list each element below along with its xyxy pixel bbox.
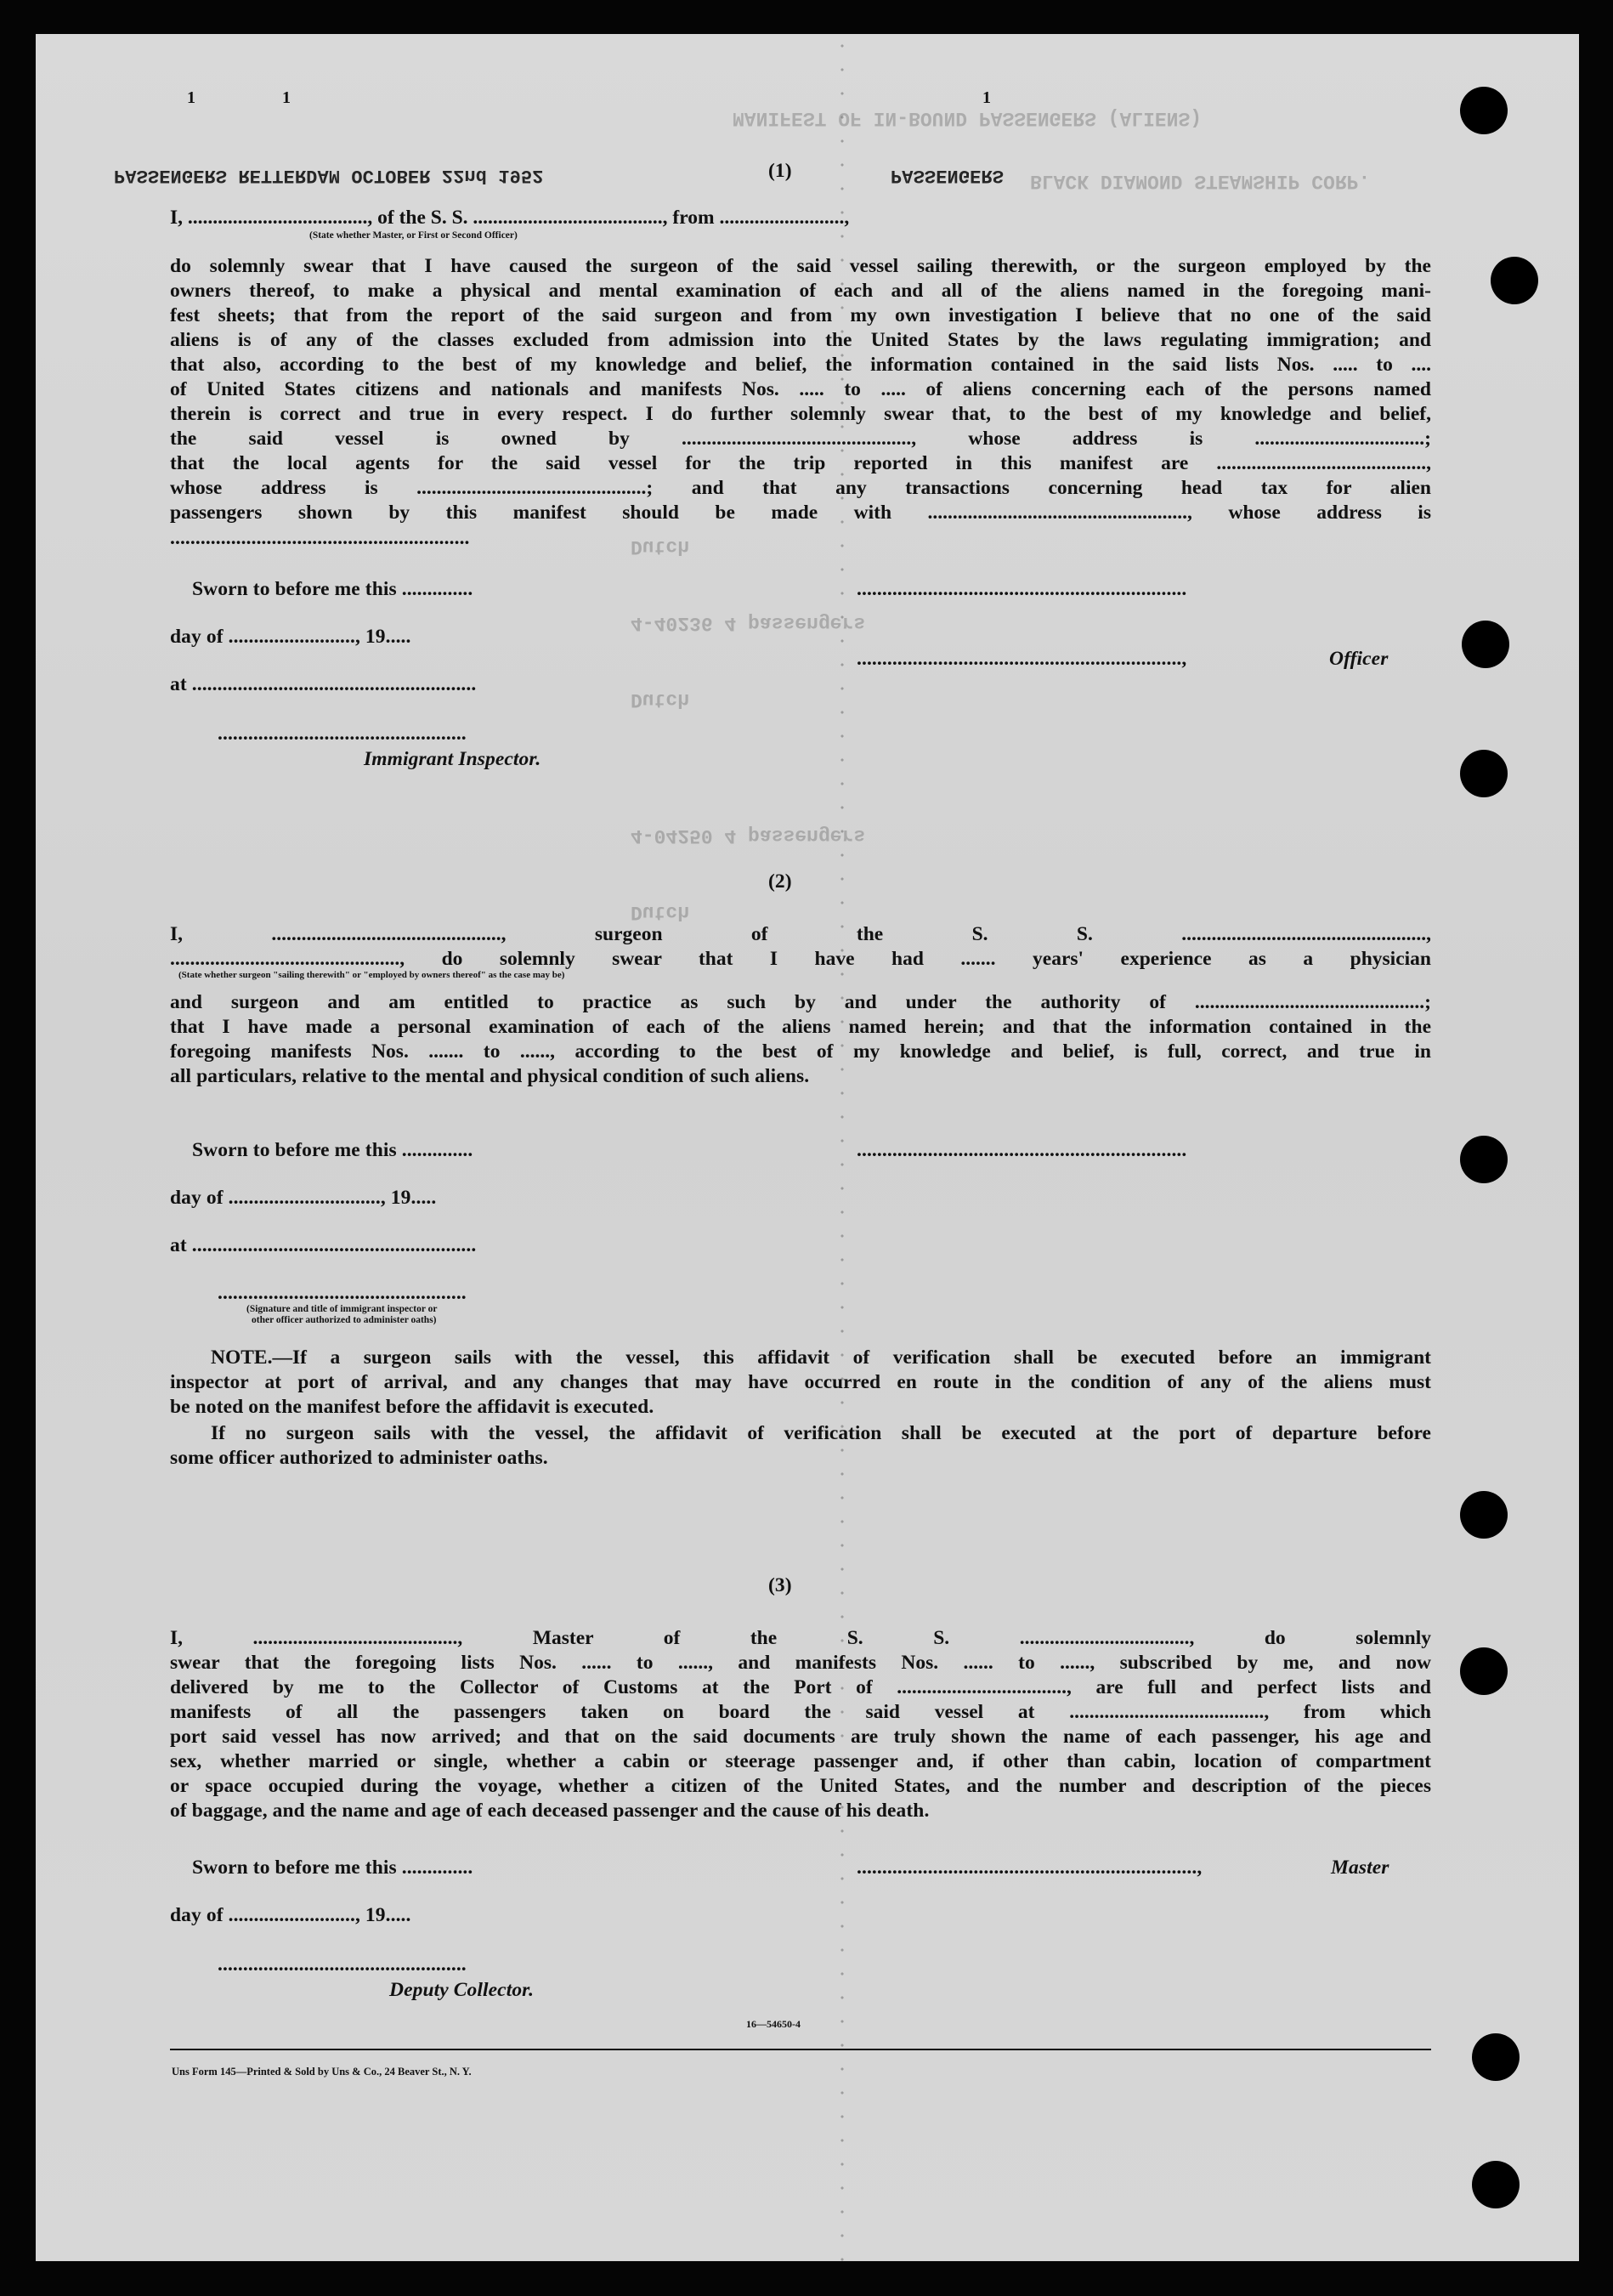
- bleed-row-2: 4-40236 4 passengers: [631, 612, 866, 634]
- top-mark-center: 1: [282, 88, 291, 107]
- sec2-at: at ........................................................: [170, 1234, 477, 1256]
- sec1-para-7: therein is correct and true in every respect. I do further solemnly swear that, to the best of my knowledge and belief,: [170, 403, 1431, 425]
- bleed-header-left: PASSENGERS RETTERDAM OCTOBER 22nd 1952: [114, 165, 544, 186]
- top-mark-left: 1: [187, 88, 196, 107]
- sec3-para-6: sex, whether married or single, whether a cabin or steerage passenger and, if other than cabin, location of compartment: [170, 1750, 1431, 1772]
- sec3-para-8: of baggage, and the name and age of each deceased passenger and the cause of his death.: [170, 1800, 930, 1822]
- punch-hole-6: [1460, 1491, 1508, 1539]
- bleed-row-1: Dutch: [631, 536, 690, 558]
- sec1-para-4: aliens is of any of the classes excluded from admission into the United States by the laws regulating immigration; and: [170, 329, 1431, 351]
- manifest-back-page: [36, 34, 1579, 2261]
- punch-hole-5: [1460, 1136, 1508, 1183]
- sec3-deputy-line: .................................................: [218, 1953, 467, 1976]
- sec1-line-1: I, ...................................., of the S. S. ......................................, from .........................,: [170, 207, 850, 229]
- section-1-heading: (1): [768, 160, 792, 182]
- sec1-para-3: fest sheets; that from the report of the said surgeon and from my own investigation I believe that no one of the said: [170, 304, 1431, 326]
- sec3-master-line: ...................................................................,: [857, 1857, 1203, 1879]
- sec3-para-7: or space occupied during the voyage, whether a citizen of the United States, and the number and description of the pieces: [170, 1775, 1431, 1797]
- sec1-para-6: of United States citizens and nationals and manifests Nos. ..... to ..... of aliens concerning each of the persons named: [170, 378, 1431, 400]
- sec1-para-9: that the local agents for the said vessel for the trip reported in this manifest are ..........................................,: [170, 452, 1431, 474]
- bleed-row-4: 4-04250 4 passengers: [631, 825, 866, 847]
- punch-hole-1: [1460, 87, 1508, 134]
- sec1-officer-label: Officer: [1329, 648, 1389, 670]
- sec3-para-3: delivered by me to the Collector of Customs at the Port of .................................., are full and perfect lists and: [170, 1676, 1431, 1698]
- bleed-row-3: Dutch: [631, 689, 690, 711]
- sec1-para-11: passengers shown by this manifest should be made with ...................................................., whose address is: [170, 502, 1431, 524]
- form-number: 16—54650-4: [746, 2018, 801, 2030]
- bleed-header-right: PASSENGERS: [891, 165, 1005, 186]
- sec1-para-1: do solemnly swear that I have caused the surgeon of the said vessel sailing therewith, or the surgeon employed by the: [170, 255, 1431, 277]
- sec1-para-5: that also, according to the best of my knowledge and belief, the information contained in the said lists Nos. ..... to ....: [170, 354, 1431, 376]
- top-mark-right: 1: [982, 88, 992, 107]
- sec2-note-5: some officer authorized to administer oaths.: [170, 1447, 548, 1469]
- bleed-top-right-1: MANIFEST OF IN-BOUND PASSENGERS (ALIENS): [733, 107, 1203, 129]
- sec2-sign-line: .................................................................: [857, 1139, 1187, 1161]
- punch-hole-8: [1472, 2033, 1520, 2081]
- bleed-row-5: Dutch: [631, 901, 690, 923]
- bleed-top-right-2: BLACK DIAMOND STEAMSHIP CORP.: [1030, 170, 1371, 192]
- sec2-line-2: .............................................., do solemnly swear that I have had ....... years' experience as a physician: [170, 948, 1431, 970]
- punch-hole-7: [1460, 1647, 1508, 1695]
- sec2-sig-caption-1: (Signature and title of immigrant inspector or: [246, 1304, 438, 1314]
- sec1-para-10: whose address is ..............................................; and that any transactions concerning head tax for alien: [170, 477, 1431, 499]
- sec1-line-1-note: (State whether Master, or First or Second Officer): [309, 230, 518, 241]
- sec2-line-1: I, .............................................., surgeon of the S. S. .................................................,: [170, 923, 1431, 945]
- sec1-at: at ........................................................: [170, 673, 477, 695]
- sec2-para-4: all particulars, relative to the mental and physical condition of such aliens.: [170, 1065, 810, 1087]
- sec1-inspector-label: Immigrant Inspector.: [364, 748, 541, 770]
- sec2-sig-line: .................................................: [218, 1282, 467, 1304]
- sec1-inspector-line: .................................................: [218, 723, 467, 745]
- sec3-para-1: I, ........................................., Master of the S. S. .................................., do solemnly: [170, 1627, 1431, 1649]
- sec1-officer-line: ................................................................,: [857, 648, 1187, 670]
- printer-imprint: Uns Form 145—Printed & Sold by Uns & Co., 24 Beaver St., N. Y.: [172, 2066, 472, 2078]
- sec1-para-2: owners thereof, to make a physical and mental examination of each and all of the aliens named in the foregoing mani-: [170, 280, 1431, 302]
- footer-rule: [170, 2049, 1431, 2050]
- punch-hole-4: [1460, 750, 1508, 797]
- sec3-day: day of ........................., 19.....: [170, 1904, 411, 1926]
- sec1-para-8: the said vessel is owned by .............................................., whose address is ..................................;: [170, 428, 1431, 450]
- sec2-para-2: that I have made a personal examination of each of the aliens named herein; and that the information contained in the: [170, 1016, 1431, 1038]
- sec2-note-1: NOTE.—If a surgeon sails with the vessel, this affidavit of verification shall be executed before an immigrant: [211, 1346, 1431, 1369]
- sec2-day: day of .............................., 19.....: [170, 1187, 437, 1209]
- sec2-note-2: inspector at port of arrival, and any changes that may have occurred en route in the condition of any of the aliens must: [170, 1371, 1431, 1393]
- sec1-day: day of ........................., 19.....: [170, 626, 411, 648]
- sec3-sworn: Sworn to before me this ..............: [192, 1857, 473, 1879]
- sec1-para-12: ...........................................................: [170, 527, 470, 549]
- punch-hole-2: [1491, 257, 1538, 304]
- punch-hole-9: [1472, 2161, 1520, 2208]
- sec1-sworn: Sworn to before me this ..............: [192, 578, 473, 600]
- sec2-sworn: Sworn to before me this ..............: [192, 1139, 473, 1161]
- sec2-note-3: be noted on the manifest before the affidavit is executed.: [170, 1396, 654, 1418]
- sec2-note-4: If no surgeon sails with the vessel, the affidavit of verification shall be executed at the port of departure before: [211, 1422, 1431, 1444]
- sec3-para-4: manifests of all the passengers taken on board the said vessel at ......................................., from which: [170, 1701, 1431, 1723]
- sec1-sign-line: .................................................................: [857, 578, 1187, 600]
- punch-hole-3: [1462, 621, 1509, 668]
- sec3-master-label: Master: [1331, 1857, 1389, 1879]
- sec2-para-1: and surgeon and am entitled to practice as such by and under the authority of ..............................................;: [170, 991, 1431, 1013]
- sec2-line-2-note: (State whether surgeon "sailing therewith" or "employed by owners thereof" as the case may be): [178, 970, 565, 980]
- sec2-para-3: foregoing manifests Nos. ....... to ......, according to the best of my knowledge and belief, is full, correct, and true in: [170, 1040, 1431, 1063]
- sec3-para-5: port said vessel has now arrived; and that on the said documents are truly shown the name of each passenger, his age and: [170, 1726, 1431, 1748]
- section-3-heading: (3): [768, 1574, 792, 1596]
- section-2-heading: (2): [768, 870, 792, 893]
- sec2-sig-caption-2: other officer authorized to administer oaths): [252, 1315, 437, 1325]
- sec3-deputy-label: Deputy Collector.: [389, 1979, 535, 2001]
- sec3-para-2: swear that the foregoing lists Nos. ...... to ......, and manifests Nos. ...... to ......, subscribed by me, and now: [170, 1652, 1431, 1674]
